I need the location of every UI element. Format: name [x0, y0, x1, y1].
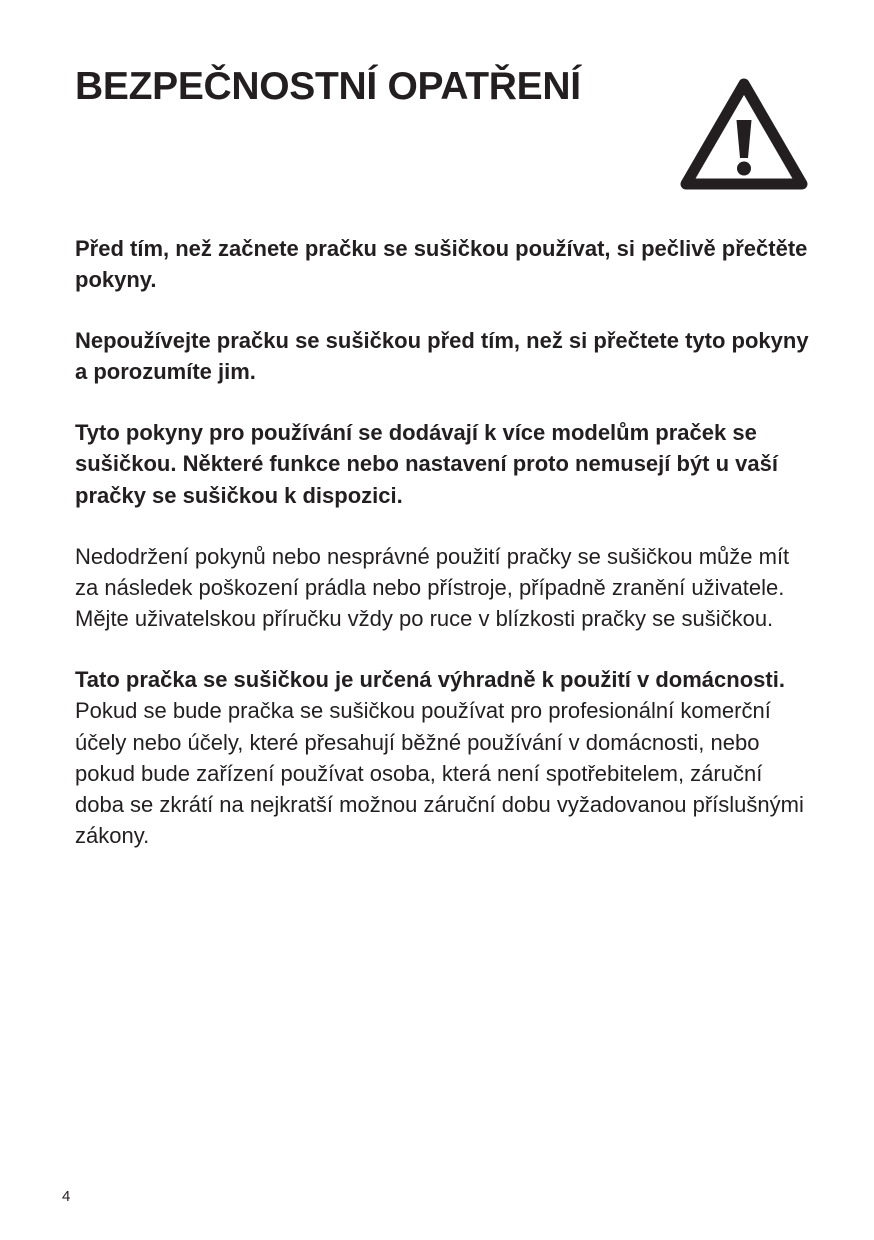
paragraph-noncompliance: Nedodržení pokynů nebo nesprávné použití pračky se sušičkou může mít za následek poškození prádla nebo přístroje, případně zranění uživatele. Mějte uživatelskou příručku vždy po ruce v blízkosti pračky se sušičkou. [75, 543, 790, 632]
paragraph-household-use [75, 664, 815, 852]
household-use-bold: Tato pračka se sušičkou je určená výhradně k použití v domácnosti. [75, 666, 785, 692]
household-use-rest: Pokud se bude pračka se sušičkou používat pro profesionální komerční účely nebo účely, které přesahují běžné používání v domácnosti, nebo pokud bude zařízení používat osoba, která není spotřebitelem, záruční doba se zkrátí na nejkratší možnou záruční dobu vyžadovanou příslušnými zákony. [75, 698, 804, 849]
paragraph-multiple-models: Tyto pokyny pro používání se dodávají k více modelům praček se sušičkou. Některé funkce nebo nastavení proto nemusejí být u vaší pračky se sušičkou k dispozici. [75, 420, 778, 508]
safety-text [75, 233, 815, 881]
paragraph-read-instructions: Před tím, než začnete pračku se sušičkou používat, si pečlivě přečtěte pokyny. [75, 236, 808, 293]
warning-exclamation-dot [737, 162, 751, 176]
warning-exclamation-bar [737, 120, 752, 158]
page-title: BEZPEČNOSTNÍ OPATŘENÍ [75, 65, 581, 108]
paragraph-do-not-use: Nepoužívejte pračku se sušičkou před tím, než si přečtete tyto pokyny a porozumíte jim. [75, 328, 809, 385]
warning-triangle-icon [678, 76, 810, 194]
page-number: 4 [62, 1188, 71, 1205]
